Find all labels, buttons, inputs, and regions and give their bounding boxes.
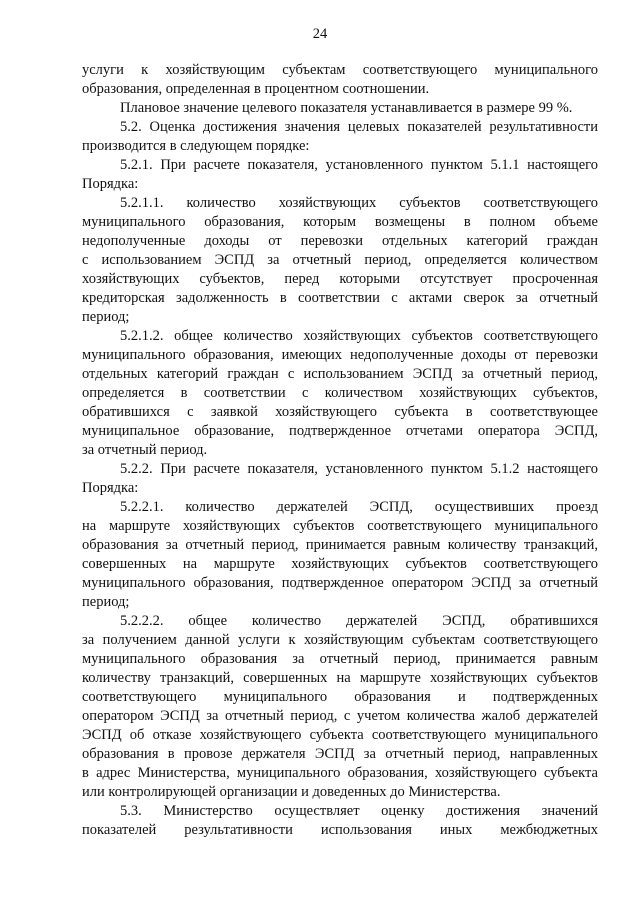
text-line: услуги к хозяйствующим субъектам соответствующего муниципального [82,62,598,78]
text-line: определяется в соответствии с количеством хозяйствующих субъектов, [82,385,598,401]
text-line: отдельных категорий граждан с использованием ЭСПД за отчетный период, [82,366,598,382]
text-line: 5.2.2. При расчете показателя, установленного пунктом 5.1.2 настоящего [120,461,598,477]
text-line: муниципального образования, которым возмещены в полном объеме [82,214,598,230]
text-line: 5.2.2.1. количество держателей ЭСПД, осуществивших проезд [120,499,598,515]
text-line: оператором ЭСПД за отчетный период, с учетом количества жалоб держателей [82,708,598,724]
text-line: ЭСПД об отказе хозяйствующего субъекта соответствующего муниципального [82,727,598,743]
text-line: муниципальное образование, подтвержденное отчетами оператора ЭСПД, [82,423,598,439]
text-line: с использованием ЭСПД за отчетный период, определяется количеством [82,252,598,268]
page-number: 24 [312,26,328,42]
text-line: совершенных на маршруте хозяйствующих субъектов соответствующего [82,556,598,572]
text-line: за отчетный период. [82,442,208,458]
text-line: 5.2.1.2. общее количество хозяйствующих субъектов соответствующего [120,328,598,344]
text-line: за получением данной услуги к хозяйствующим субъектам соответствующего [82,632,598,648]
text-line: Порядка: [82,176,139,192]
text-line: Плановое значение целевого показателя устанавливается в размере 99 %. [120,100,573,116]
text-line: или контролирующей организации и доведенных до Министерства. [82,784,501,800]
text-line: соответствующего муниципального образования и подтвержденных [82,689,598,705]
text-line: образования в провозе держателя ЭСПД за отчетный период, направленных [82,746,598,762]
text-line: в адрес Министерства, муниципального образования, хозяйствующего субъекта [82,765,598,781]
text-line: 5.2.1. При расчете показателя, установленного пунктом 5.1.1 настоящего [120,157,598,173]
text-line: кредиторская задолженность в соответствии с актами сверок за отчетный [82,290,598,306]
text-line: хозяйствующих субъектов, перед которыми отсутствует просроченная [82,271,598,287]
text-line: количеству транзакций, совершенных на маршруте хозяйствующих субъектов [82,670,598,686]
text-line: показателей результативности использования иных межбюджетных [82,822,598,838]
text-line: на маршруте хозяйствующих субъектов соответствующего муниципального [82,518,598,534]
text-line: производится в следующем порядке: [82,138,310,154]
text-line: муниципального образования за отчетный период, принимается равным [82,651,598,667]
text-line: недополученные доходы от перевозки отдельных категорий граждан [82,233,598,249]
text-line: муниципального образования, подтвержденное оператором ЭСПД за отчетный [82,575,598,591]
text-line: период; [82,309,130,325]
text-line: 5.2.2.2. общее количество держателей ЭСПД, обратившихся [120,613,598,629]
text-line: 5.2. Оценка достижения значения целевых показателей результативности [120,119,598,135]
text-line: Порядка: [82,480,139,496]
text-line: 5.2.1.1. количество хозяйствующих субъектов соответствующего [120,195,598,211]
text-line: образования за отчетный период, принимается равным количеству транзакций, [82,537,598,553]
text-line: муниципального образования, имеющих недополученные доходы от перевозки [82,347,598,363]
text-line: обратившихся с заявкой хозяйствующего субъекта в соответствующее [82,404,598,420]
text-line: 5.3. Министерство осуществляет оценку достижения значений [120,803,598,819]
text-line: образования, определенная в процентном соотношении. [82,81,430,97]
text-line: период; [82,594,130,610]
